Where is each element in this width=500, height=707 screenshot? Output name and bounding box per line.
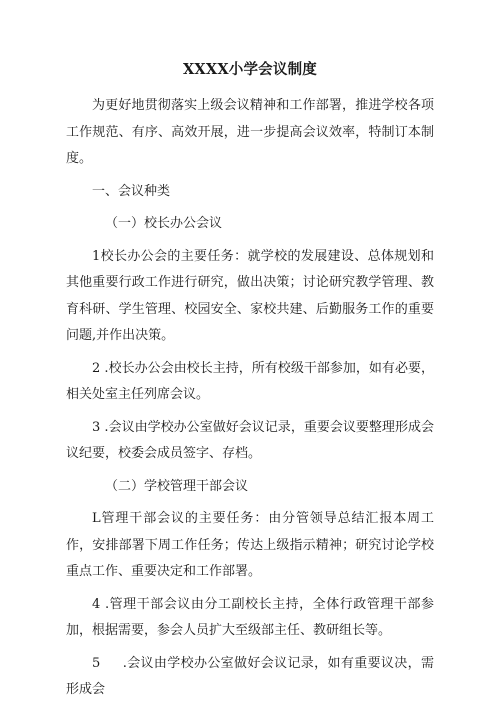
intro-paragraph: 为更好地贯彻落实上级会议精神和工作部署，推进学校各项工作规范、有序、高效开展，进一步提高会议效率，特制订本制度。	[66, 98, 434, 166]
subsection-heading-principal-office-meeting: （一）校长办公会议	[105, 216, 223, 231]
subsection-heading-management-cadre-meeting: （二）学校管理干部会议	[105, 478, 249, 494]
list-item: 2 .校长办公会由校长主持，所有校级干部参加，如有必要，相关处室主任列席会议。	[66, 360, 434, 402]
list-item: 1校长办公会的主要任务：就学校的发展建设、总体规划和其他重要行政工作进行研究，做出决策；讨论研究教学管理、教育科研、学生管理、校园安全、家校共建、后勤服务工作的重要问题,并作出决策。	[66, 248, 434, 343]
list-item: 4 .管理干部会议由分工副校长主持，全体行政管理干部参加，根据需要，参会人员扩大至级部主任、教研组长等。	[66, 596, 434, 638]
list-item: L管理干部会议的主要任务：由分管领导总结汇报本周工作，安排部署下周工作任务；传达上级指示精神；研究讨论学校重点工作、重要决定和工作部署。	[66, 511, 434, 579]
section-heading-meeting-types: 一、会议种类	[92, 183, 171, 199]
document-title: XXXX小学会议制度	[182, 61, 317, 78]
list-item: 3 .会议由学校办公室做好会议记录，重要会议要整理形成会议纪要，校委会成员签字、存档。	[66, 419, 434, 461]
list-item: 5 .会议由学校办公室做好会议记录，如有重要议决，需形成会	[66, 655, 434, 697]
